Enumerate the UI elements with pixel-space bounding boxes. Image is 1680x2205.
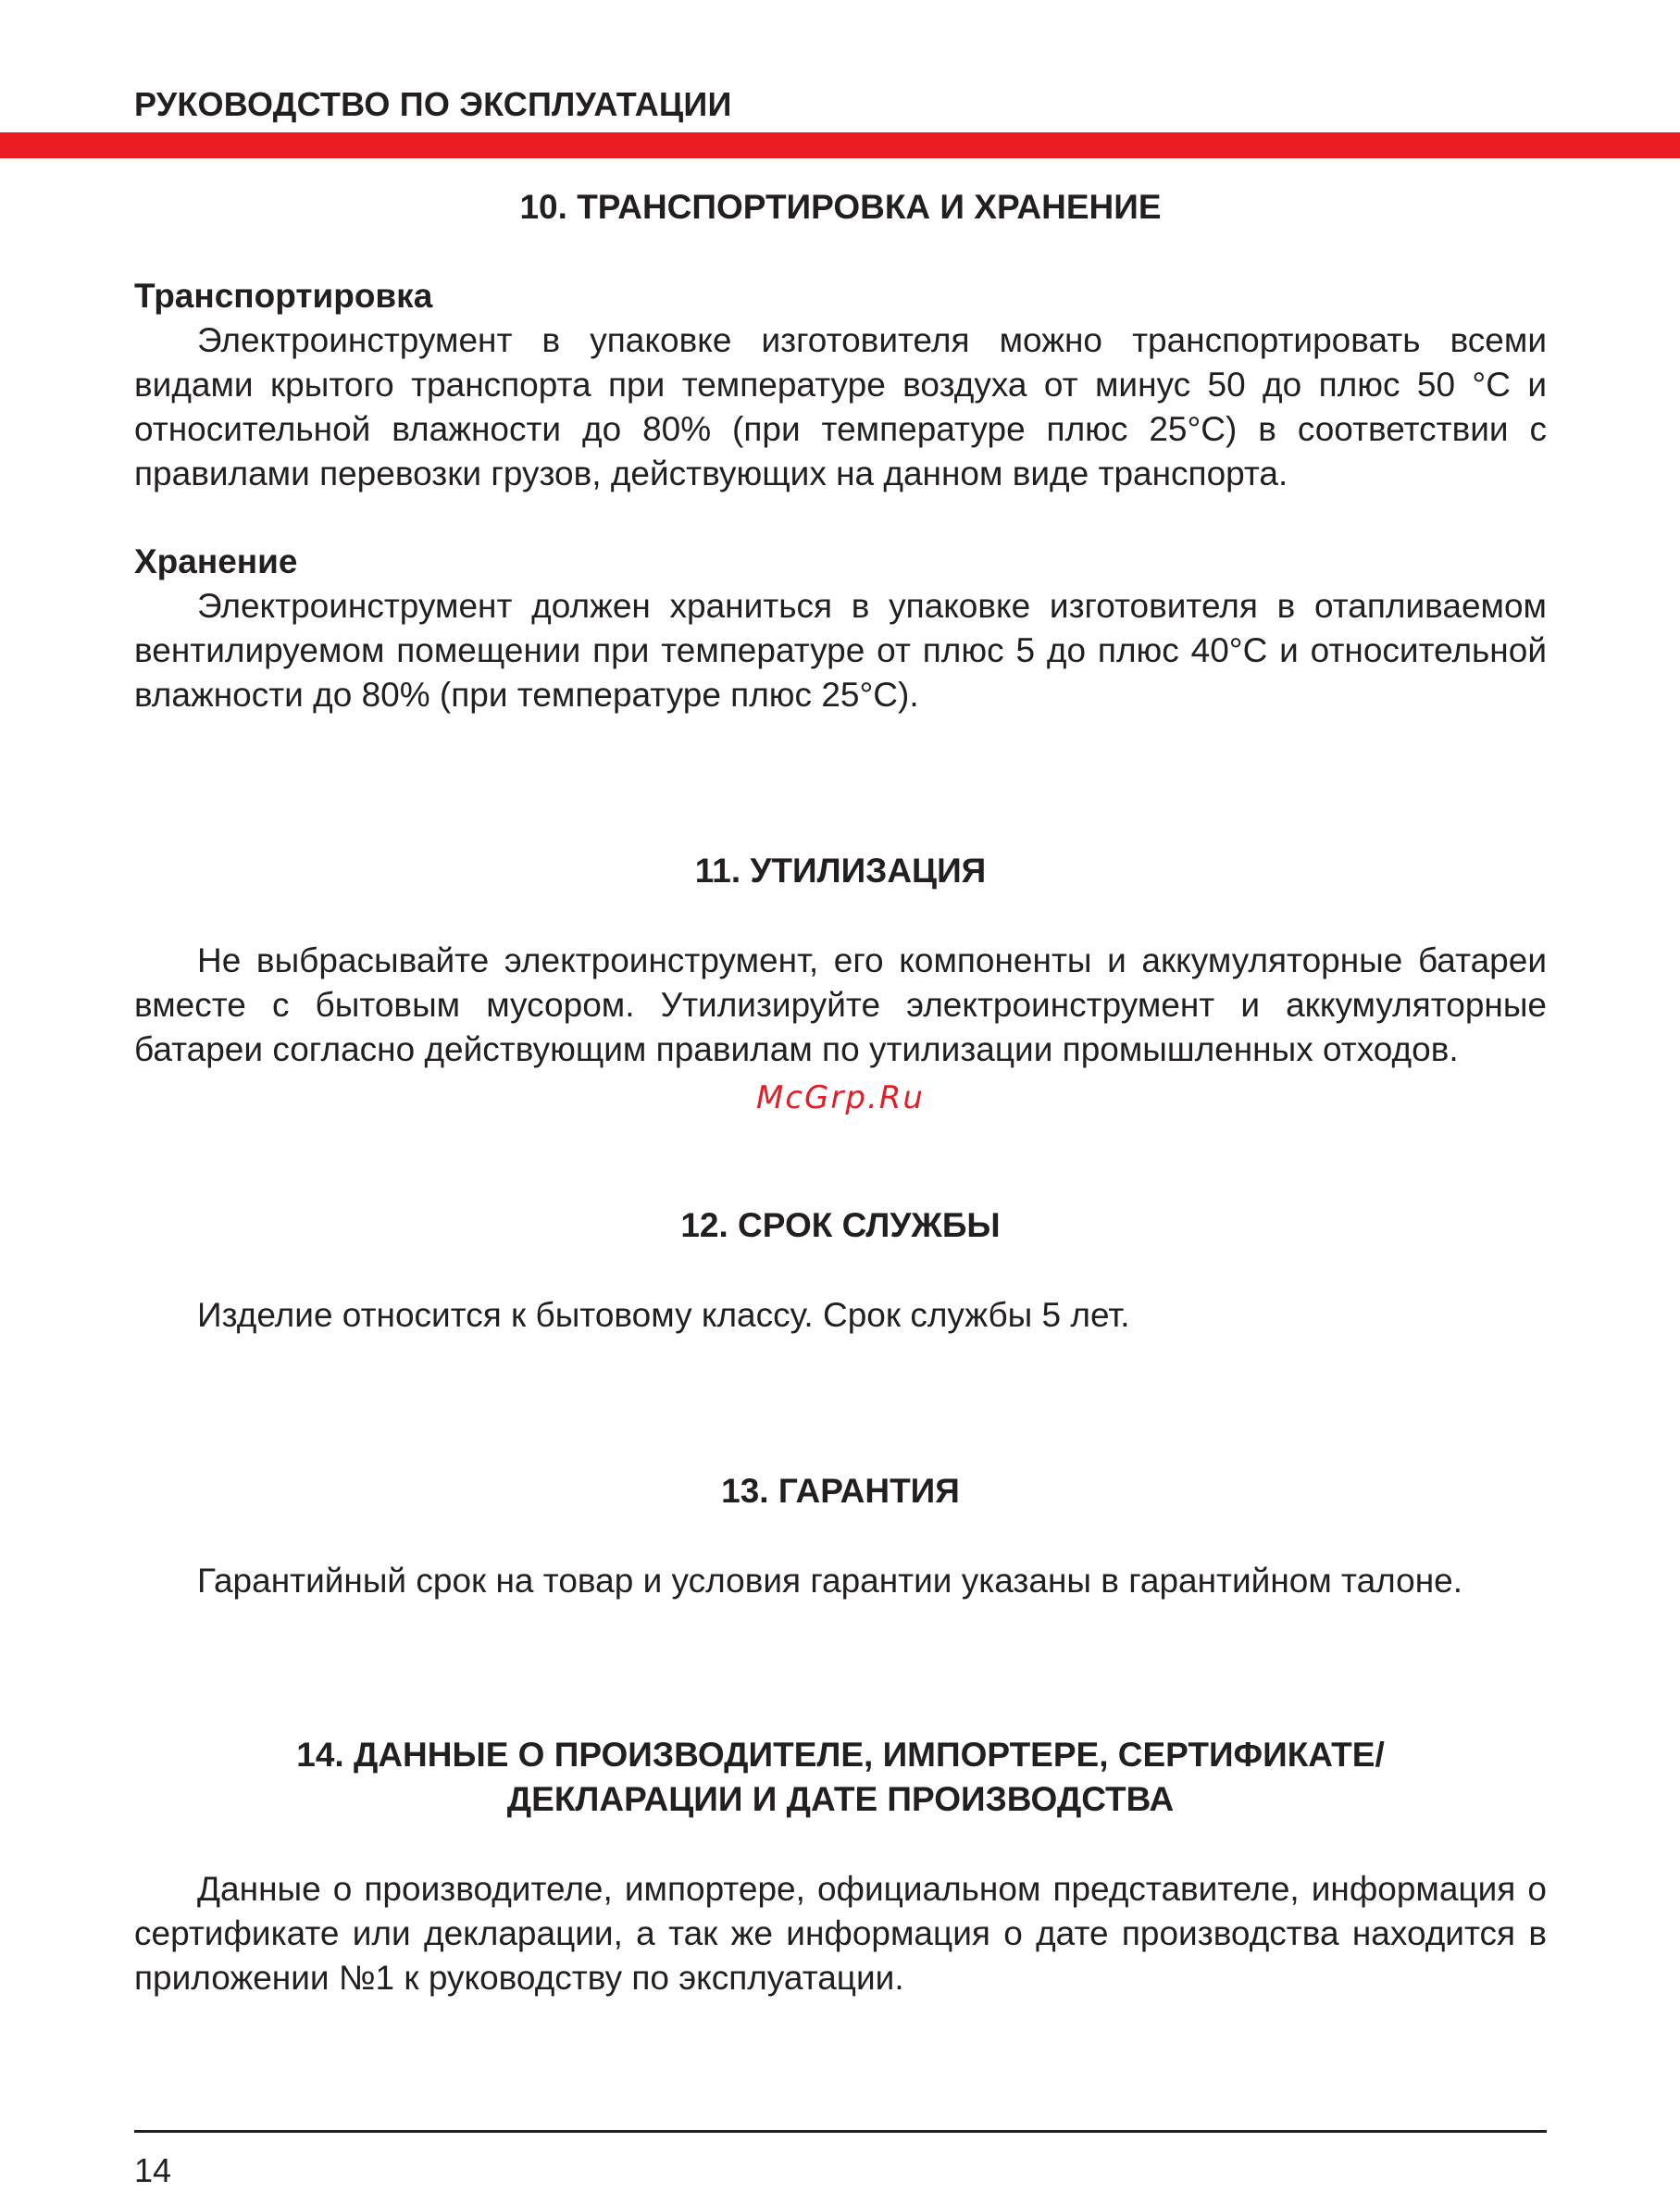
section-13-heading: 13. ГАРАНТИЯ	[721, 1472, 960, 1510]
transport-paragraph: Электроинструмент в упаковке изготовителя можно транспортировать всеми видами крытого транспорта при температуре воздуха от минус 50 до плюс 50 °С и относительной влажности до 80% (при температуре плюс 25°С) в соответствии с правилами перевозки грузов, действующих на данном виде транспорта.	[134, 321, 1547, 492]
section-14-heading-line2: ДЕКЛАРАЦИИ И ДАТЕ ПРОИЗВОДСТВА	[506, 1780, 1175, 1818]
storage-subheading: Хранение	[134, 542, 298, 580]
disposal-paragraph: Не выбрасывайте электроинструмент, его компоненты и аккумуляторные батареи вместе с бытовым мусором. Утилизируйте электроинструмент и аккумуляторные батареи согласно действующим правилам по утилизации промышленных отходов.	[134, 941, 1547, 1068]
transport-subheading: Транспортировка	[134, 277, 433, 315]
section-11-heading: 11. УТИЛИЗАЦИЯ	[694, 852, 987, 890]
service-life-paragraph: Изделие относится к бытовому классу. Срок службы 5 лет.	[197, 1296, 1130, 1334]
warranty-paragraph: Гарантийный срок на товар и условия гарантии указаны в гарантийном талоне.	[197, 1562, 1463, 1600]
section-10-heading: 10. ТРАНСПОРТИРОВКА И ХРАНЕНИЕ	[519, 188, 1162, 226]
section-12-heading: 12. СРОК СЛУЖБЫ	[680, 1206, 1001, 1244]
storage-paragraph: Электроинструмент должен храниться в упаковке изготовителя в отапливаемом вентилируемом помещении при температуре от плюс 5 до плюс 40°С и относительной влажности до 80% (при температуре плюс 25°С).	[134, 587, 1547, 714]
section-14-heading-line1: 14. ДАННЫЕ О ПРОИЗВОДИТЕЛЕ, ИМПОРТЕРЕ, СЕРТИФИКАТЕ/	[296, 1736, 1385, 1774]
page-number: 14	[134, 2151, 172, 2189]
watermark-text: McGrp.Ru	[756, 1079, 925, 1116]
manufacturer-data-paragraph: Данные о производителе, импортере, официальном представителе, информация о сертификате или декларации, а так же информация о дате производства находится в приложении №1 к руководству по эксплуатации.	[134, 1870, 1547, 1997]
document-header-title: РУКОВОДСТВО ПО ЭКСПЛУАТАЦИИ	[134, 85, 732, 123]
header-red-bar	[0, 132, 1680, 158]
footer-divider	[134, 2130, 1547, 2133]
